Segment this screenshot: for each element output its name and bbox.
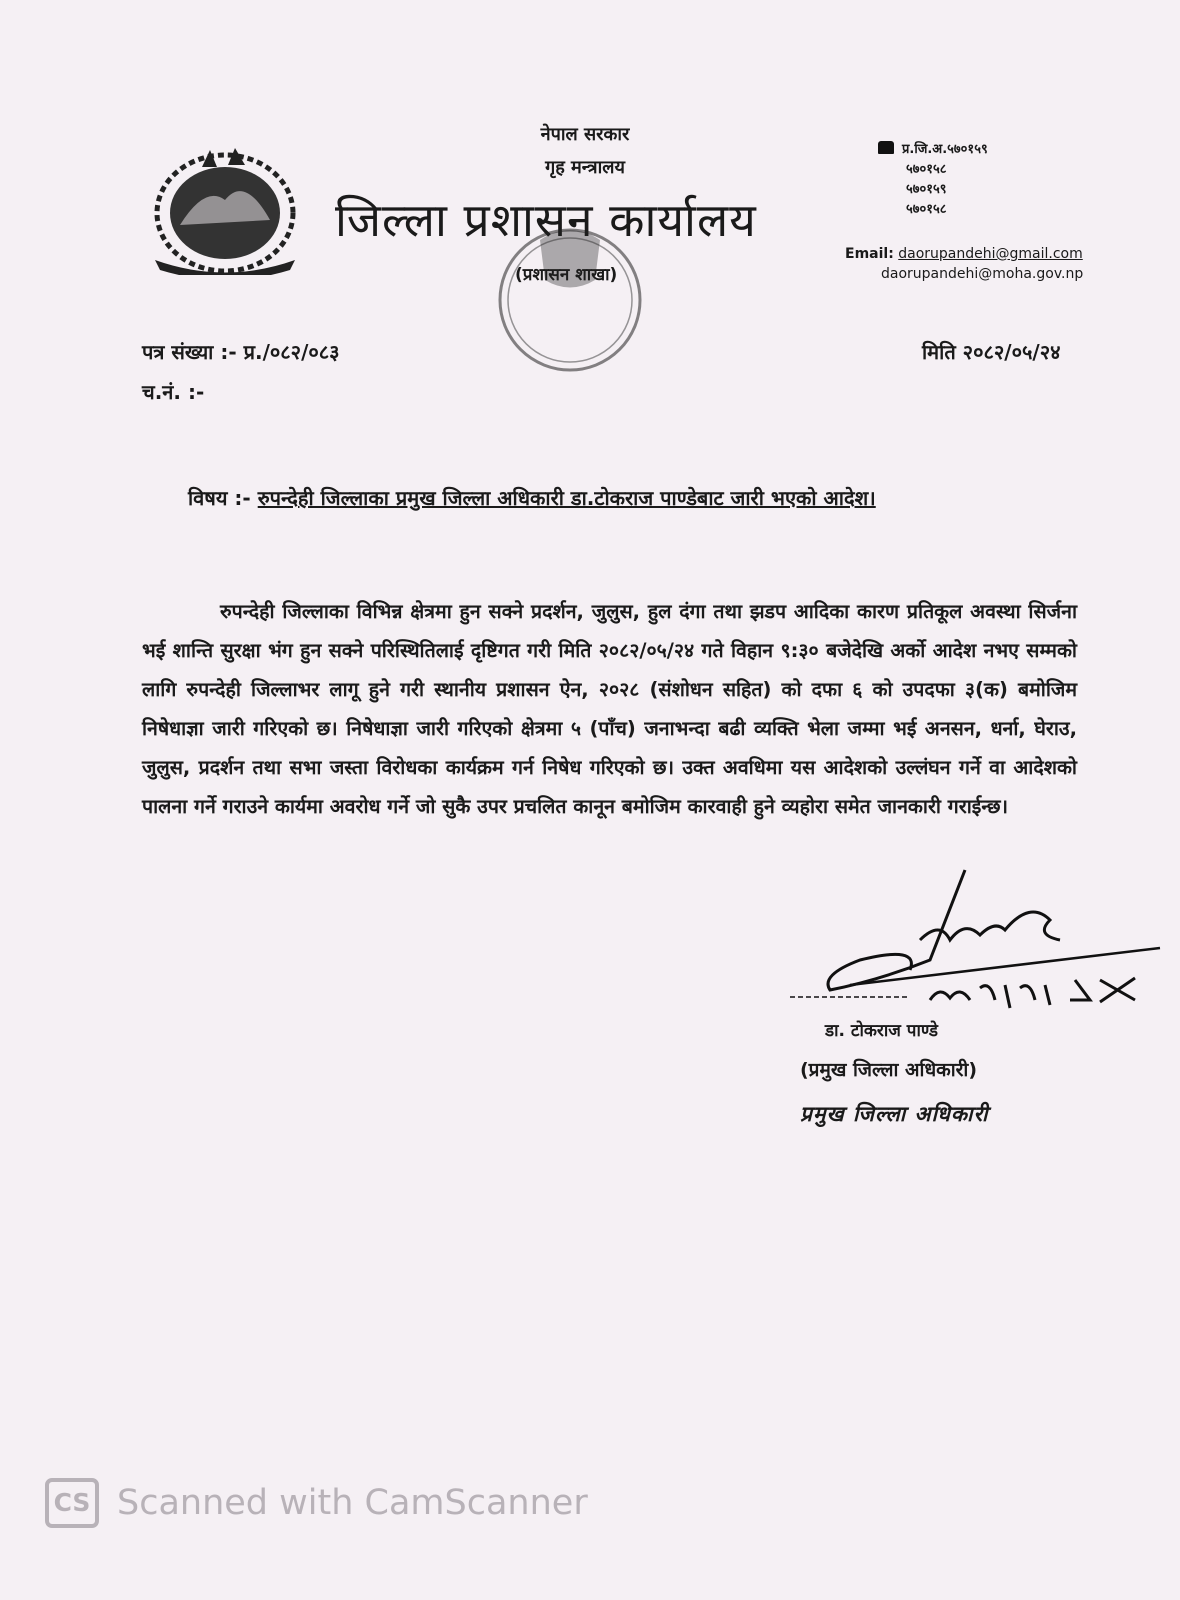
office-title: जिल्ला प्रशासन कार्यालय <box>335 193 757 247</box>
reference-number: पत्र संख्या :- प्र./०८२/०८३ <box>142 340 340 364</box>
subject-text: रुपन्देही जिल्लाका प्रमुख जिल्ला अधिकारी डा.टोकराज पाण्डेबाट जारी भएको आदेश। <box>257 486 876 510</box>
telephone-icon <box>878 141 894 154</box>
camscanner-logo-icon: CS <box>45 1478 99 1528</box>
signer-title: (प्रमुख जिल्ला अधिकारी) <box>800 1059 978 1081</box>
email-primary[interactable]: daorupandehi@gmail.com <box>898 246 1083 262</box>
phone-line: ५७०१५८ <box>906 162 947 177</box>
handwritten-signature <box>790 860 1170 1020</box>
camscanner-watermark <box>45 1478 588 1528</box>
signer-name: डा. टोकराज पाण्डे <box>825 1021 939 1041</box>
ministry-name: गृह मन्त्रालय <box>545 157 625 178</box>
watermark-text: Scanned with CamScanner <box>117 1483 588 1523</box>
body-paragraph: रुपन्देही जिल्लाका विभिन्न क्षेत्रमा हुन सक्ने प्रदर्शन, जुलुस, हुल दंगा तथा झडप आदिका कारण प्रतिकूल अवस्था सिर्जना भई शान्ति सुरक्षा भंग हुन सक्ने परिस्थितिलाई दृष्टिगत गरी मिति २०८२/०५/२४ गते विहान ९:३० बजेदेखि अर्को आदेश नभए सम्मको लागि रुपन्देही जिल्लाभर लागू हुने गरी स्थानीय प्रशासन ऐन, २०२८ (संशोधन सहित) को दफा ६ को उपदफा ३(क) बमोजिम निषेधाज्ञा जारी गरिएको छ। निषेधाज्ञा जारी गरिएको क्षेत्रमा ५ (पाँच) जनाभन्दा बढी व्यक्ति भेला जम्मा भई अनसन, धर्ना, घेराउ, जुलुस, प्रदर्शन तथा सभा जस्ता विरोधका कार्यक्रम गर्न निषेध गरिएको छ। उक्त अवधिमा यस आदेशको उल्लंघन गर्ने वा आदेशको पालना गर्ने गराउने कार्यमा अवरोध गर्ने जो सुकै उपर प्रचलित कानून बमोजिम कारवाही हुने व्यहोरा समेत जानकारी गराईन्छ। <box>142 600 1077 818</box>
office-stamp <box>470 200 670 400</box>
phone-numbers <box>878 140 988 220</box>
email-secondary[interactable]: daorupandehi@moha.gov.np <box>881 266 1084 282</box>
phone-line: ५७०१५८ <box>906 202 947 217</box>
government-name: नेपाल सरकार <box>540 124 630 145</box>
phone-line: प्र.जि.अ.५७०१५९ <box>902 142 988 157</box>
office-subtitle: (प्रशासन शाखा) <box>515 265 618 285</box>
nepal-emblem-icon <box>150 145 300 275</box>
subject-label: विषय :- <box>188 486 251 510</box>
phone-line: ५७०१५९ <box>906 182 947 197</box>
subject-line <box>188 484 876 511</box>
dispatch-number: च.नं. :- <box>142 380 205 404</box>
email-label: Email: <box>845 246 894 262</box>
letter-date: मिति २०८२/०५/२४ <box>922 340 1061 364</box>
signer-stamp-title: प्रमुख जिल्ला अधिकारी <box>800 1102 989 1126</box>
email-block <box>845 244 1083 284</box>
